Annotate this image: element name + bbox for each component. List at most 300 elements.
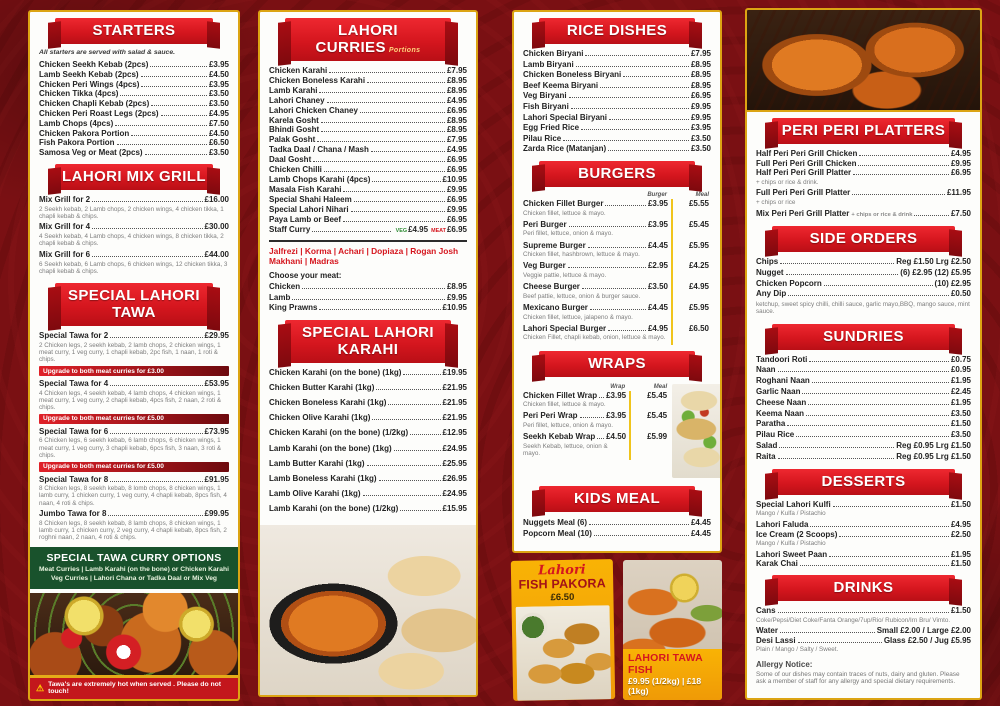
item-name: Fish Pakora Portion	[39, 138, 115, 148]
item-price: £1.95	[950, 549, 971, 559]
menu-item	[269, 155, 467, 165]
menu-item	[39, 427, 229, 472]
item-name: Chicken Pakora Portion	[39, 128, 130, 138]
menu-item	[756, 168, 971, 186]
item-price: £10.95	[442, 303, 467, 313]
kids-meal-banner: KIDS MEAL	[539, 486, 695, 512]
item-name: Paya Lamb or Beef	[269, 214, 342, 224]
item-price: £4.95	[950, 519, 971, 529]
item-name: Keema Naan	[756, 408, 805, 418]
item-price: £3.95	[208, 60, 229, 69]
item-name: Bhindi Gosht	[269, 125, 320, 135]
peri-platters-section	[747, 112, 980, 220]
dot-leader	[590, 309, 646, 310]
menu-column-2	[258, 10, 478, 697]
item-price: £9.95	[446, 184, 467, 194]
menu-item	[39, 379, 229, 424]
menu-item	[523, 144, 711, 155]
item-name: Peri Peri Wrap	[523, 411, 578, 421]
starters-section	[30, 12, 238, 158]
item-name: Chicken	[269, 282, 301, 292]
item-description: 8 Chicken legs, 8 seekh kebab, 8 lomb chops, 8 chicken wings, 1 lamb curry, 1 chicken curry, 1 veg curry, 4 chapli kebab, 8pcs fish, 4 naan, 4 roti & chips.	[39, 485, 227, 507]
sundries-banner: SUNDRIES	[772, 324, 955, 350]
menu-item	[756, 279, 971, 290]
fish-pakora-card	[511, 559, 615, 701]
mix-grill-banner: LAHORI MIX GRILL	[55, 164, 213, 190]
item-price: £21.95	[442, 413, 467, 423]
tawa-fish-price: £9.95 (1/2kg) | £18 (1kg)	[628, 676, 702, 696]
tawa-dish-photo	[30, 593, 238, 675]
wraps-list	[523, 391, 669, 461]
item-price: £0.95	[950, 365, 971, 375]
warning-icon: ⚠	[36, 683, 45, 693]
item-price: £9.95	[446, 204, 467, 214]
item-price: £6.50	[208, 138, 229, 148]
meal-price: £4.95	[671, 282, 711, 303]
upgrade-banner: Upgrade to both meat curries for £5.00	[39, 462, 229, 472]
dot-leader	[372, 419, 440, 420]
dot-leader	[581, 129, 689, 130]
menu-item	[756, 257, 971, 268]
item-price: £8.95	[690, 70, 711, 80]
menu-item	[523, 282, 711, 303]
menu-item	[756, 209, 971, 221]
item-name: Chicken Boneless Biryani	[523, 70, 622, 80]
dot-leader	[798, 642, 882, 643]
item-price: £12.95	[442, 428, 467, 438]
item-price: £11.95	[946, 188, 971, 198]
dot-leader	[141, 76, 207, 77]
menu-item	[523, 411, 669, 432]
dot-leader	[115, 125, 207, 126]
wraps-banner: WRAPS	[539, 351, 695, 377]
item-name: Beef Keema Biryani	[523, 80, 599, 90]
item-name: Full Peri Peri Grill Platter	[756, 188, 851, 198]
menu-item	[39, 222, 229, 247]
item-name: Chicken Peri Wings (4pcs)	[39, 79, 140, 89]
veg-price: £4.95	[408, 224, 429, 234]
dot-leader	[110, 481, 202, 482]
menu-item	[269, 293, 467, 303]
item-description: Plain / Mango / Salty / Sweet.	[756, 646, 839, 654]
item-name: Chicken Chapli Kebab (2pcs)	[39, 99, 150, 109]
menu-item	[756, 398, 971, 409]
item-price: £99.95	[204, 509, 229, 519]
menu-item	[269, 474, 467, 484]
dot-leader	[403, 374, 440, 375]
menu-item	[269, 303, 467, 313]
menu-item	[756, 149, 971, 159]
item-price: £3.50	[690, 144, 711, 154]
menu-item	[756, 452, 971, 463]
allergy-notice	[756, 660, 971, 687]
menu-item	[269, 504, 467, 514]
item-price: £1.50	[950, 559, 971, 569]
dot-leader	[319, 92, 445, 93]
item-price: £24.95	[442, 443, 467, 453]
item-name: Lamb Karahi (on the bone) (1kg)	[269, 443, 392, 453]
dot-leader	[394, 450, 441, 451]
lahori-script-label: Lahori	[538, 562, 586, 579]
item-name: Lamb Karahi	[269, 85, 318, 95]
item-description: Chicken fillet, lettuce & mayo.	[523, 209, 606, 217]
menu-item	[269, 368, 467, 378]
menu-item	[756, 530, 971, 548]
menu-item	[39, 509, 229, 541]
item-name: Lamb Boneless Karahi (1kg)	[269, 473, 377, 483]
item-price: £30.00	[204, 222, 229, 232]
item-name: Full Peri Peri Grill Chicken	[756, 158, 857, 168]
item-price: £1.50	[950, 606, 971, 615]
curries-list	[269, 66, 467, 225]
item-name: Mix Peri Peri Grill Platter	[756, 208, 850, 218]
item-price: £16.00	[204, 194, 229, 204]
item-price: £4.95	[950, 149, 971, 158]
item-name: Chicken Chilli	[269, 165, 322, 175]
item-name: Chicken Karahi (on the bone) (1/2kg)	[269, 428, 409, 438]
menu-item	[756, 550, 971, 560]
meal-price: £5.95	[671, 241, 711, 262]
menu-item	[523, 91, 711, 102]
item-price: £9.95	[950, 158, 971, 168]
menu-item	[269, 185, 467, 195]
tawa-curry-options-box	[30, 547, 238, 589]
item-name: Tadka Daal / Chana / Mash	[269, 145, 369, 155]
menu-item	[756, 520, 971, 530]
item-name: Lahori Faluda	[756, 519, 809, 529]
dot-leader	[582, 288, 646, 289]
wraps-section	[514, 345, 720, 480]
item-price: £26.95	[442, 473, 467, 483]
item-name: Fish Biryani	[523, 101, 569, 111]
menu-item	[523, 241, 711, 262]
dot-leader	[92, 256, 202, 257]
dot-leader	[379, 480, 441, 481]
item-name: Zarda Rice (Matanjan)	[523, 144, 607, 154]
item-price: £15.95	[442, 504, 467, 514]
dot-leader	[780, 263, 894, 264]
wrap-price: £4.50	[606, 432, 627, 442]
item-description: Mango / Kulfa / Pistachio	[756, 510, 826, 518]
item-name: Lahori Sweet Paan	[756, 549, 828, 559]
dot-leader	[312, 231, 390, 232]
dot-leader	[367, 82, 445, 83]
special-karahi-banner: SPECIAL LAHORI KARAHI	[285, 320, 451, 363]
item-price: £4.45	[690, 517, 711, 527]
item-name: Samosa Veg or Meat (2pcs)	[39, 148, 143, 158]
menu-item	[523, 261, 711, 282]
menu-item	[269, 116, 467, 126]
menu-item	[269, 205, 467, 215]
menu-item	[269, 398, 467, 408]
rice-dishes-banner: RICE DISHES	[539, 18, 695, 44]
item-name: Chicken Boneless Karahi	[269, 75, 366, 85]
burger-price: £3.95	[647, 198, 668, 208]
item-name: Lamb Karahi (on the bone) (1/2kg)	[269, 504, 399, 514]
item-name: Any Dip	[756, 289, 787, 299]
burger-price: £4.95	[647, 323, 668, 333]
item-name: Raita	[756, 451, 776, 461]
warning-strip	[30, 675, 238, 699]
side-orders-banner: SIDE ORDERS	[772, 226, 955, 252]
item-name: Half Peri Peri Grill Platter	[756, 168, 852, 178]
burger-price: £4.45	[647, 302, 668, 312]
meal-price: £6.50	[671, 324, 711, 345]
dot-leader	[317, 141, 445, 142]
item-description: Chicken fillet, hashbrown, lettuce & mayo.	[523, 251, 640, 259]
dot-leader	[576, 66, 689, 67]
item-name: Ice Cream (2 Scoops)	[756, 529, 838, 539]
meal-price: £5.45	[671, 220, 711, 241]
allergy-title: Allergy Notice:	[756, 659, 813, 669]
item-name: Chips	[756, 257, 779, 267]
promo-area	[512, 560, 722, 700]
dot-leader	[609, 119, 689, 120]
menu-item	[269, 195, 467, 205]
sundries-list	[756, 355, 971, 463]
item-name: Lamb Seekh Kebab (2pcs)	[39, 69, 139, 79]
item-name: Mix Grill for 4	[39, 222, 91, 232]
dot-leader	[324, 171, 445, 172]
item-price: £7.50	[950, 208, 971, 218]
menu-item	[523, 113, 711, 124]
tawa-options-meat-line: Meat Curries | Lamb Karahi (on the bone) or Chicken Karahi	[39, 565, 229, 573]
dot-leader	[853, 174, 949, 175]
dot-leader	[600, 87, 689, 88]
item-price: £4.50	[208, 128, 229, 138]
meal-price: £5.45	[629, 411, 669, 432]
dot-leader	[859, 155, 949, 156]
dot-leader	[571, 108, 689, 109]
item-name: Mix Grill for 2	[39, 194, 91, 204]
item-price: £4.95	[446, 145, 467, 155]
item-price: £6.95	[690, 91, 711, 101]
item-name: Chicken Karahi (on the bone) (1kg)	[269, 367, 402, 377]
special-karahi-section	[260, 314, 476, 520]
item-name: Chicken Biryani	[523, 49, 584, 58]
item-price: £6.95	[446, 155, 467, 165]
item-name: Naan	[756, 365, 776, 375]
menu-item	[523, 102, 711, 113]
meal-price: £5.55	[671, 199, 711, 220]
meal-column-header: Meal	[653, 383, 668, 390]
menu-item	[756, 268, 971, 279]
item-price: £7.50	[208, 118, 229, 128]
menu-item	[39, 80, 229, 90]
item-price: £8.95	[446, 75, 467, 85]
item-price: £2.50	[950, 529, 971, 539]
item-price: £9.95	[690, 112, 711, 122]
dot-leader	[313, 161, 445, 162]
menu-item	[39, 138, 229, 148]
item-description: Veggie pattie, lettuce & mayo.	[523, 271, 607, 279]
dot-leader	[608, 150, 689, 151]
burgers-list	[523, 199, 711, 345]
dot-leader	[800, 565, 949, 566]
burger-column-header: Burger	[647, 191, 667, 198]
item-description: Chicken Fillet, chapli kebab, onion, lettuce & mayo.	[523, 334, 666, 342]
peri-chicken-photo	[747, 10, 980, 112]
item-price: Glass £2.50 / Jug £5.95	[883, 635, 971, 645]
item-name: Roghani Naan	[756, 376, 810, 386]
item-price: £3.95	[208, 79, 229, 89]
menu-column-3	[512, 10, 722, 553]
item-price: £3.50	[208, 148, 229, 158]
dot-leader	[131, 135, 207, 136]
item-price: £3.50	[690, 133, 711, 143]
dot-leader	[329, 72, 445, 73]
item-name: Lamb	[269, 292, 291, 302]
burgers-banner: BURGERS	[539, 161, 695, 187]
menu-column-4	[745, 8, 982, 700]
item-price: £9.95	[446, 292, 467, 302]
item-description: 4 Chicken legs, 4 seekh kebab, 4 lamb chops, 4 chicken wings, 1 meat curry, 1 veg curry, 2 chapli kebab, 4pcs fish, 2 naan, 2 roti & chips.	[39, 389, 222, 412]
item-name: Chicken Peri Roast Legs (2pcs)	[39, 108, 159, 118]
wrap-column-header: Wrap	[610, 383, 626, 390]
item-name: Pilau Rice	[756, 430, 795, 440]
dot-leader	[319, 309, 440, 310]
menu-item	[39, 331, 229, 376]
side-orders-list	[756, 257, 971, 299]
item-description: 6 Seekh kebab, 6 Lamb chops, 6 chicken wings, 12 chicken tikka, 3 chapli kebab & chips.	[39, 260, 228, 275]
dot-leader	[110, 337, 202, 338]
item-price: £7.95	[446, 66, 467, 75]
meal-price: £5.95	[671, 303, 711, 324]
item-price: Reg £0.95 Lrg £1.50	[896, 451, 971, 461]
item-description: 6 Chicken legs, 6 seekh kebab, 6 lamb chops, 6 chicken wings, 1 meat curry, 1 veg curry, 3 chapli kebab, 6pcs fish, 3 naan, 3 roti & chips.	[39, 437, 222, 459]
item-name: Lahori Chicken Chaney	[269, 105, 358, 115]
item-price: (6) £2.95 (12) £5.95	[900, 267, 971, 277]
menu-item	[523, 324, 711, 345]
item-price: £8.95	[446, 115, 467, 125]
curry-styles-line	[269, 240, 467, 266]
lahori-curries-banner	[285, 18, 451, 61]
menu-item	[39, 70, 229, 80]
dot-leader	[360, 112, 445, 113]
meal-price: £5.45	[629, 391, 669, 412]
item-price: £6.95	[446, 214, 467, 224]
upgrade-banner: Upgrade to both meat curries for £5.00	[39, 414, 229, 424]
menu-item	[523, 70, 711, 81]
item-description: Peri fillet, lettuce, onion & mayo.	[523, 230, 613, 238]
item-price: £3.95	[690, 123, 711, 133]
menu-item	[39, 99, 229, 109]
item-name: Special Lahori Kulfi	[756, 499, 831, 509]
item-name: Tandoori Roti	[756, 354, 808, 364]
dot-leader	[808, 404, 949, 405]
item-name: Desi Lassi	[756, 635, 796, 645]
dot-leader	[585, 55, 689, 56]
desserts-list	[756, 500, 971, 569]
item-name: Popcorn Meal (10)	[523, 528, 592, 538]
menu-item	[269, 145, 467, 155]
dot-leader	[321, 122, 445, 123]
dot-leader	[92, 228, 202, 229]
item-price: Reg £0.95 Lrg £1.50	[896, 441, 971, 451]
item-price: £6.95	[446, 194, 467, 204]
dot-leader	[292, 299, 445, 300]
dot-leader	[824, 285, 933, 286]
menu-item	[756, 430, 971, 441]
item-name: Chicken Butter Karahi (1kg)	[269, 382, 375, 392]
item-name: Lamb Butter Karahi (1kg)	[269, 458, 365, 468]
menu-item	[269, 165, 467, 175]
item-name: Lamb Chops (4pcs)	[39, 118, 114, 128]
item-price: £6.95	[950, 168, 971, 178]
menu-item	[39, 119, 229, 129]
meal-price: £4.25	[671, 261, 711, 282]
menu-item	[523, 199, 711, 220]
item-name: Masala Fish Karahi	[269, 184, 342, 194]
item-name: Water	[756, 626, 778, 636]
dot-leader	[343, 221, 445, 222]
item-name: Jumbo Tawa for 8	[39, 509, 107, 519]
sundries-section	[747, 318, 980, 463]
drinks-list	[756, 606, 971, 654]
dot-leader	[796, 436, 949, 437]
item-name: Veg Burger	[523, 261, 566, 271]
meat-tag: MEAT	[431, 227, 446, 234]
dot-leader	[351, 211, 445, 212]
dot-leader	[321, 131, 445, 132]
item-name: Special Lahori Nihari	[269, 204, 349, 214]
menu-item	[269, 459, 467, 469]
item-price: £24.95	[442, 489, 467, 499]
tawa-options-title: SPECIAL TAWA CURRY OPTIONS	[46, 551, 222, 564]
menu-item	[269, 383, 467, 393]
item-name: Seekh Kebab Wrap	[523, 432, 596, 442]
item-name: Veg Biryani	[523, 91, 567, 101]
menu-item	[39, 475, 229, 507]
item-inline-note: + chips or rice & drink	[851, 211, 913, 218]
dot-leader	[833, 506, 949, 507]
warning-text: Tawa's are extremely hot when served . Please do not touch!	[48, 681, 222, 695]
item-price: £1.50	[950, 499, 971, 509]
meal-column-header: Meal	[695, 191, 709, 198]
item-name: Chicken Karahi	[269, 66, 328, 75]
wrap-price: £3.95	[606, 390, 627, 400]
item-description: 4 Seekh kebab, 4 Lamb chops, 4 chicken wings, 8 chicken tikka, 2 chapli kebab & chips.	[39, 233, 224, 248]
dot-leader	[343, 191, 444, 192]
menu-column-1	[28, 10, 240, 701]
item-price: £1.50	[950, 419, 971, 429]
item-price: £3.50	[208, 89, 229, 99]
menu-item	[269, 489, 467, 499]
item-description: Coke/Pepsi/Diet Coke/Fanta Orange/7up/Rio/ Rubicon/Irn Bru/ Vimto.	[756, 616, 951, 624]
menu-item	[756, 419, 971, 430]
item-price: £73.95	[204, 426, 229, 436]
dot-leader	[605, 205, 646, 206]
allergy-text: Some of our dishes may contain traces of nuts, dairy and gluten. Please ask a member of staff for any allergy and special dietary requirements.	[756, 670, 960, 686]
menu-item	[523, 49, 711, 60]
wrap-price: £3.95	[606, 411, 627, 421]
item-name: Special Tawa for 2	[39, 331, 109, 341]
dot-leader	[150, 66, 207, 67]
menu-item	[756, 636, 971, 654]
kids-meal-list	[523, 517, 711, 539]
kids-meal-section	[514, 480, 720, 539]
dot-leader	[569, 226, 646, 227]
peri-platters-banner: PERI PERI PLATTERS	[772, 118, 955, 144]
item-price: £8.95	[446, 125, 467, 135]
item-price: £91.95	[204, 474, 229, 484]
dot-leader	[354, 201, 445, 202]
dot-leader	[400, 510, 440, 511]
menu-item	[756, 409, 971, 420]
menu-item	[523, 81, 711, 92]
menu-item	[269, 106, 467, 116]
item-price: £8.95	[446, 85, 467, 95]
